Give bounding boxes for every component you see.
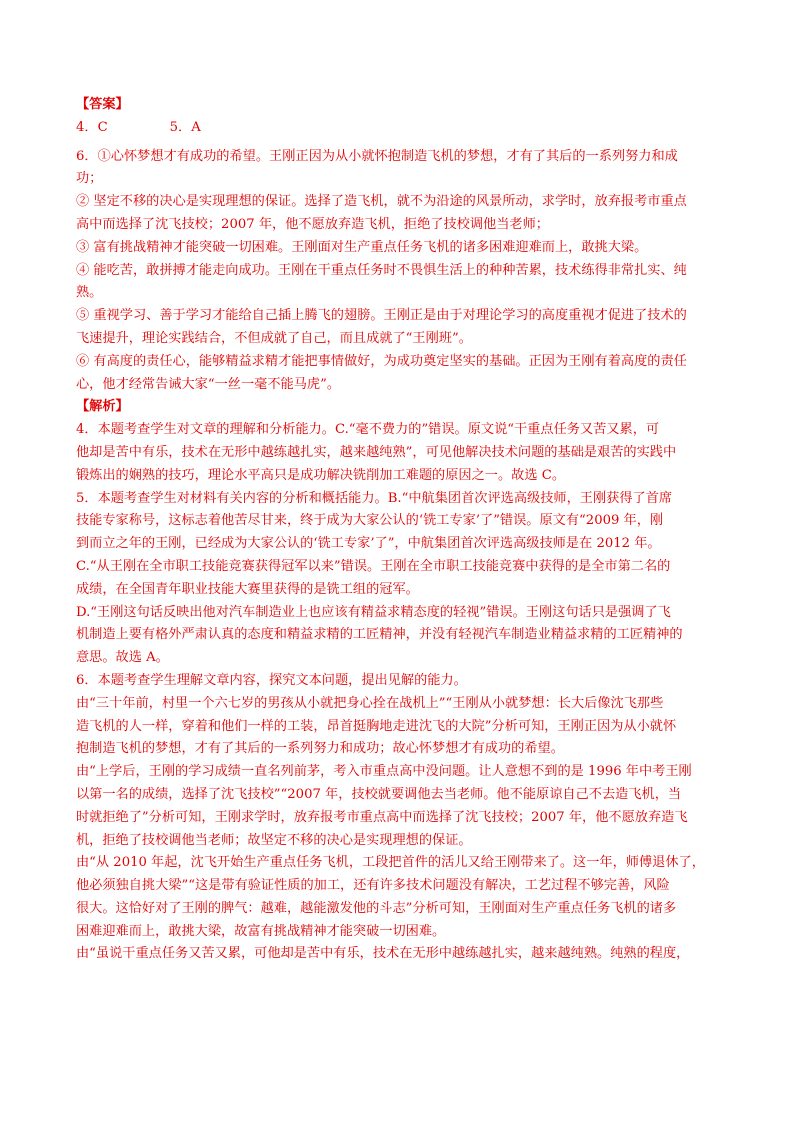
analysis-6-p1-line: 由“三十年前，村里一个六七岁的男孩从小就把身心拴在战机上”“王刚从小就梦想：长大后像沈飞那些 [76,695,664,711]
answer-6-line: 高中而选择了沈飞技校；2007 年，他不愿放弃造飞机，拒绝了技校调他当老师； [76,216,549,232]
answer-6-line: ⑥ 有高度的责任心，能够精益求精才能把事情做好，为成功奠定坚实的基础。正因为王刚有着高度的责任 [76,353,687,369]
analysis-4-block [76,419,728,487]
analysis-6-p3-line: 很大。这恰好对了王刚的脾气：越难，越能激发他的斗志”分析可知，王刚面对生产重点任务飞机的诸多 [76,900,677,916]
answer-6-line: ③ 富有挑战精神才能突破一切困难。王刚面对生产重点任务飞机的诸多困难迎难而上，敢挑大梁。 [76,239,648,255]
analysis-6-intro: 6．本题考查学生理解文章内容，探究文本问题，提出见解的能力。 [76,672,467,688]
analysis-6-p2-line: 机，拒绝了技校调他当老师；故坚定不移的决心是实现理想的保证。 [76,832,472,848]
answer-q4: 4．C [76,119,108,135]
analysis-6-p3-line: 困难迎难而上，敢挑大梁，故富有挑战精神才能突破一切困难。 [76,923,446,939]
analysis-5d-line: D.“王刚这句话反映出他对汽车制造业上也应该有精益求精态度的轻视”错误。王刚这句话只是强调了飞 [76,604,671,620]
document-page [76,94,728,966]
answer-6-line: 心，他才经常告诫大家“一丝一毫不能马虎”。 [76,376,341,392]
analysis-6-p1-line: 造飞机的人一样，穿着和他们一样的工装，昂首挺胸地走进沈飞的大院”分析可知，王刚正因为从小就怀 [76,718,677,734]
analysis-5c-line: C.“从王刚在全市职工技能竞赛获得冠军以来”错误。王刚在全市职工技能竞赛中获得的是全市第二名的 [76,558,671,574]
answer-6-line: 熟。 [76,285,103,301]
analysis-heading: 【解析】 [76,399,129,415]
answer-6-line: ② 坚定不移的决心是实现理想的保证。选择了造飞机，就不为沿途的风景所动，求学时，放弃报考市重点 [76,194,687,210]
analysis-4-line: 4．本题考查学生对文章的理解和分析能力。C.“毫不费力的”错误。原文说“干重点任务又苦又累，可 [76,422,660,438]
analysis-5-line: 技能专家称号，这标志着他苦尽甘来，终于成为大家公认的‘铣工专家’了”错误。原文有“2009 年，刚 [76,513,664,529]
answer-6-block [76,146,728,397]
analysis-6-block [76,670,728,966]
answer-choices [76,117,728,140]
analysis-5-block [76,488,728,670]
analysis-6-p2-line: 时就拒绝了”分析可知，王刚求学时，放弃报考市重点高中而选择了沈飞技校；2007 年，他不愿放弃造飞 [76,809,688,825]
analysis-5d-line: 机制造上要有格外严肃认真的态度和精益求精的工匠精神，并没有轻视汽车制造业精益求精的工匠精神的 [76,627,683,643]
analysis-6-p2-line: 由“上学后，王刚的学习成绩一直名列前茅，考入市重点高中没问题。让人意想不到的是 1996 年中考王刚 [76,764,692,780]
answer-6-line: 飞速提升，理论实践结合，不但成就了自己，而且成就了“王刚班”。 [76,330,472,346]
answer-6-line: 功； [76,171,103,187]
analysis-6-p3-line: 由“从 2010 年起，沈飞开始生产重点任务飞机，工段把首件的活儿又给王刚带来了。这一年，师傅退休了， [76,855,705,871]
answer-q5: 5．A [169,119,201,135]
analysis-6-p3-line: 他必须独自挑大梁”“这是带有验证性质的加工，还有许多技术问题没有解决，工艺过程不够完善，风险 [76,878,670,894]
analysis-5-line: 到而立之年的王刚，已经成为大家公认的‘铣工专家’了”，中航集团首次评选高级技师是在 2012 年。 [76,536,661,552]
analysis-6-p1-line: 抱制造飞机的梦想，才有了其后的一系列努力和成功；故心怀梦想才有成功的希望。 [76,741,564,757]
analysis-4-line: 锻炼出的娴熟的技巧，理论水平高只是成功解决铣削加工难题的原因之一。故选 C。 [76,467,566,483]
answer-6-line: 6．①心怀梦想才有成功的希望。王刚正因为从小就怀抱制造飞机的梦想，才有了其后的一系列努力和成 [76,148,678,164]
analysis-4-line: 他却是苦中有乐，技术在无形中越练越扎实，越来越纯熟”，可见他解决技术问题的基础是艰苦的实践中 [76,444,677,460]
analysis-5c-line: 成绩，在全国青年职业技能大赛里获得的是铣工组的冠军。 [76,581,419,597]
analysis-5-line: 5．本题考查学生对材料有关内容的分析和概括能力。B.“中航集团首次评选高级技师，王刚获得了首席 [76,490,673,506]
analysis-5d-line: 意思。故选 A。 [76,650,169,666]
analysis-6-p2-line: 以第一名的成绩，选择了沈飞技校”“2007 年，技校就要调他去当老师。他不能原谅自己不去造飞机，当 [76,786,682,802]
answer-6-line: ⑤ 重视学习、善于学习才能给自己插上腾飞的翅膀。王刚正是由于对理论学习的高度重视才促进了技术的 [76,308,687,324]
answer-heading: 【答案】 [76,97,129,112]
analysis-6-p4-line: 由“虽说干重点任务又苦又累，可他却是苦中有乐，技术在无形中越练越扎实，越来越纯熟。纯熟的程度， [76,946,690,962]
answer-6-line: ④ 能吃苦，敢拼搏才能走向成功。王刚在干重点任务时不畏惧生活上的种种苦累，技术练得非常扎实、纯 [76,262,687,278]
